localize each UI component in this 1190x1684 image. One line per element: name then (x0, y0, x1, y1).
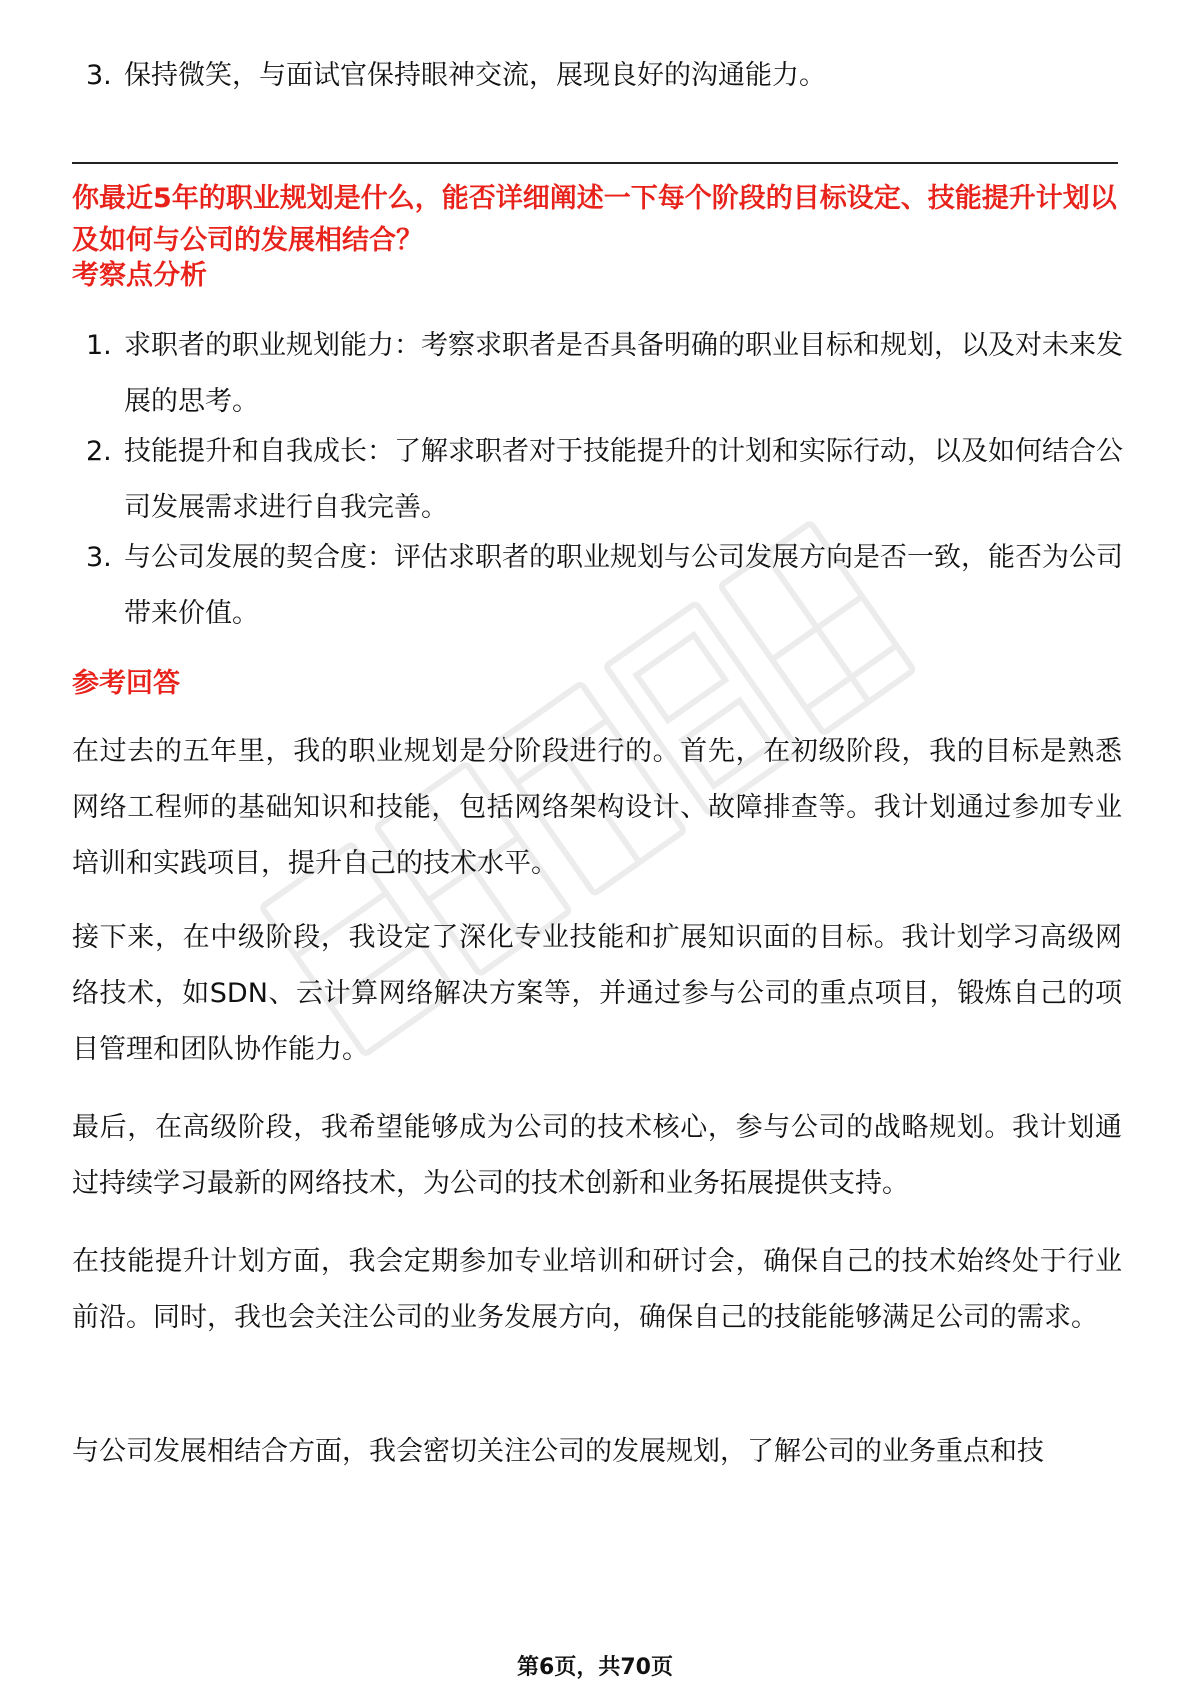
list-number: 1. (86, 330, 112, 361)
list-item-text: 技能提升和自我成长：了解求职者对于技能提升的计划和实际行动，以及如何结合公司发展需求进行自我完善。 (124, 436, 1123, 523)
list-number: 3. (86, 542, 112, 573)
list-item-text: 保持微笑，与面试官保持眼神交流，展现良好的沟通能力。 (124, 60, 826, 91)
answer-paragraph: 在技能提升计划方面，我会定期参加专业培训和研讨会，确保自己的技术始终处于行业前沿。同时，我也会关注公司的业务发展方向，确保自己的技能能够满足公司的需求。 (72, 1246, 1122, 1333)
section-divider (72, 162, 1118, 164)
answer-paragraph: 最后，在高级阶段，我希望能够成为公司的技术核心，参与公司的战略规划。我计划通过持续学习最新的网络技术，为公司的技术创新和业务拓展提供支持。 (72, 1112, 1122, 1199)
answer-heading: 参考回答 (72, 668, 180, 699)
list-item-text: 与公司发展的契合度：评估求职者的职业规划与公司发展方向是否一致，能否为公司带来价值。 (124, 542, 1123, 629)
answer-paragraph: 在过去的五年里，我的职业规划是分阶段进行的。首先，在初级阶段，我的目标是熟悉网络工程师的基础知识和技能，包括网络架构设计、故障排查等。我计划通过参加专业培训和实践项目，提升自己的技术水平。 (72, 736, 1122, 879)
answer-paragraph: 接下来，在中级阶段，我设定了深化专业技能和扩展知识面的目标。我计划学习高级网络技术，如SDN、云计算网络解决方案等，并通过参与公司的重点项目，锻炼自己的项目管理和团队协作能力。 (72, 922, 1122, 1065)
list-item-text: 求职者的职业规划能力：考察求职者是否具备明确的职业目标和规划，以及对未来发展的思考。 (124, 330, 1123, 417)
answer-paragraph: 与公司发展相结合方面，我会密切关注公司的发展规划，了解公司的业务重点和技 (72, 1436, 1044, 1467)
list-number: 3. (86, 60, 112, 91)
analysis-heading: 考察点分析 (72, 260, 207, 291)
list-number: 2. (86, 436, 112, 467)
question-title: 你最近5年的职业规划是什么，能否详细阐述一下每个阶段的目标设定、技能提升计划以及如何与公司的发展相结合？ (72, 183, 1117, 256)
page-footer: 第6页，共70页 (517, 1655, 673, 1680)
